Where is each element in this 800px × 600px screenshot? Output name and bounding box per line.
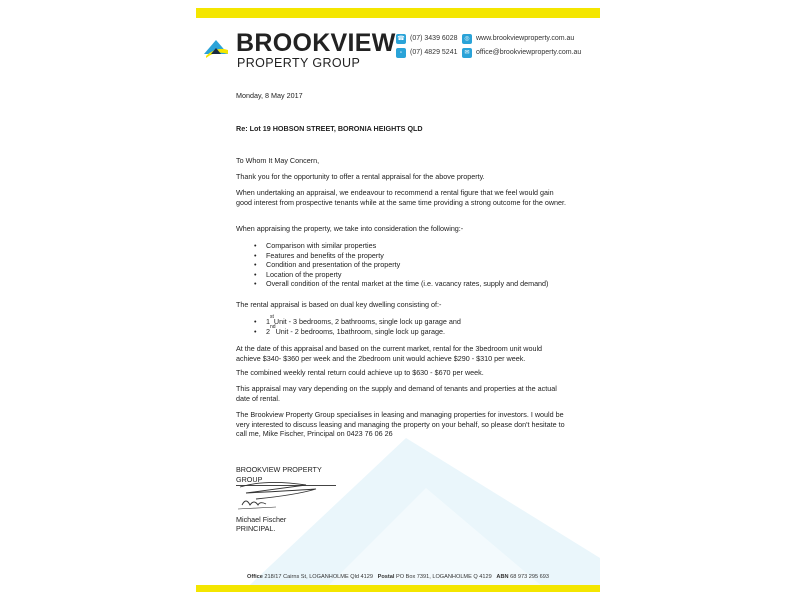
footer-office: 218/17 Cairns St, LOGANHOLME Qld 4129: [264, 574, 373, 580]
phone-contacts: [396, 32, 457, 60]
list-item: • Features and benefits of the property: [254, 250, 384, 260]
phone-row-1: [396, 32, 457, 46]
email-row: [462, 46, 581, 60]
footer-postal-label: Postal: [377, 574, 395, 580]
salutation: To Whom It May Concern,: [236, 156, 320, 165]
footer-postal: PO Box 7391, LOGANHOLME Q 4129: [395, 574, 492, 580]
paragraph-6: The combined weekly rental return could achieve up to $630 - $670 per week.: [236, 368, 484, 377]
globe-icon: ◎: [462, 34, 472, 44]
footer-abn: 68 973 295 693: [510, 574, 549, 580]
paragraph-8: The Brookview Property Group specialises in leasing and managing properties for investors. I would be very interested to discuss leasing and managing the property on your behalf, so please don't hesitate to call me, Mike Fischer, Principal on 0423 76 06 26: [236, 410, 565, 438]
website-row: [462, 32, 581, 46]
brand-subname: PROPERTY GROUP: [237, 56, 361, 70]
mobile-icon: ▫: [396, 48, 406, 58]
list-item: • Location of the property: [254, 269, 342, 279]
list-item: • 2 nd Unit - 2 bedrooms, 1bathroom, single lock up garage.: [254, 323, 445, 336]
email-icon: ✉: [462, 48, 472, 58]
list-item: • Comparison with similar properties: [254, 241, 377, 250]
footer-abn-label: ABN: [496, 574, 509, 580]
house-logo-icon: [202, 34, 230, 62]
signatory-title: PRINCIPAL.: [236, 524, 276, 533]
units-list: [254, 314, 461, 336]
phone-row-2: [396, 46, 457, 60]
web-contacts: [462, 32, 581, 60]
phone-2: (07) 4829 5241: [410, 49, 458, 56]
phone-1: (07) 3439 6028: [410, 35, 458, 42]
phone-icon: ☎: [397, 36, 405, 42]
website: www.brookviewproperty.com.au: [476, 35, 575, 42]
considerations-list: [254, 241, 548, 289]
brand-name: BROOKVIEW: [236, 29, 396, 57]
paragraph-4: The rental appraisal is based on dual key dwelling consisting of:-: [236, 300, 442, 309]
signature-firm: BROOKVIEW PROPERTY GROUP: [236, 465, 336, 486]
signatory-name: Michael Fischer: [236, 515, 287, 524]
list-item: • Condition and presentation of the property: [254, 260, 401, 269]
handwritten-signature: [236, 475, 346, 513]
paragraph-1: Thank you for the opportunity to offer a rental appraisal for the above property.: [236, 172, 485, 181]
paragraph-3: When appraising the property, we take into consideration the following:-: [236, 224, 464, 233]
list-item: • 1 st Unit - 3 bedrooms, 2 bathrooms, single lock up garage and: [254, 314, 461, 326]
brand-logo: [202, 29, 396, 70]
list-item: • Overall condition of the rental market at the time (i.e. vacancy rates, supply and demand): [254, 279, 549, 288]
letter-page: [196, 8, 600, 592]
email: office@brookviewproperty.com.au: [476, 49, 582, 56]
paragraph-7: This appraisal may vary depending on the supply and demand of tenants and properties at the actual date of rental.: [236, 384, 557, 403]
paragraph-5: At the date of this appraisal and based on the current market, rental for the 3bedroom unit would achieve $340- $360 per week and the 2bedroom unit would achieve $290 - $310 per week.: [236, 344, 543, 363]
subject-line: Re: Lot 19 HOBSON STREET, BORONIA HEIGHTS QLD: [236, 124, 423, 133]
footer-office-label: Office: [247, 574, 263, 580]
letter-date: Monday, 8 May 2017: [236, 91, 303, 100]
paragraph-2: When undertaking an appraisal, we endeavour to recommend a rental figure that we feel would gain good interest from prospective tenants while at the same time providing a strong outcome for the owner.: [236, 188, 566, 207]
footer-address: [196, 574, 600, 580]
